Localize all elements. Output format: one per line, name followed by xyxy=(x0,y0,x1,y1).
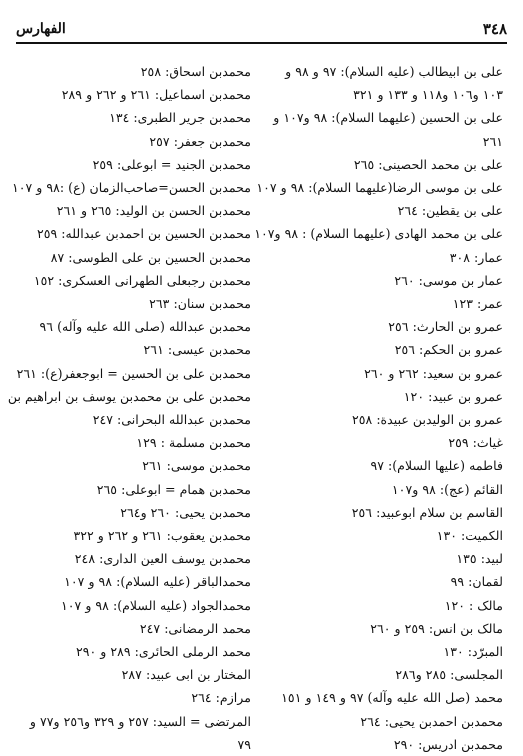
page-header xyxy=(16,18,507,40)
index-entry: فاطمه (علیها السلام): ٩٧ xyxy=(370,458,503,474)
index-entry: محمدبن عیسی: ٢٦١ xyxy=(143,342,251,358)
index-column-right xyxy=(254,60,503,756)
index-entry: محمدبن یوسف العین الداری: ٢٤٨ xyxy=(74,551,251,567)
index-entry: عمرو بن الولیدبن عبیدة: ٢٥٨ xyxy=(352,412,503,428)
index-entry: محمدبن همام = ابوعلی: ٢٦٥ xyxy=(96,481,251,497)
index-entry: القاسم بن سلام ابوعبید: ٢٥٦ xyxy=(351,504,503,520)
index-entry: محمدبن الحسین بن احمدبن عبدالله: ٢٥٩ xyxy=(36,226,251,242)
index-entry: علی بن محمد الحصینی: ٢٦٥ xyxy=(353,156,503,172)
index-entry: لقمان: ٩٩ xyxy=(450,574,503,590)
index-entry: محمدبن جعفر: ٢٥٧ xyxy=(149,133,251,149)
index-entry: عمرو بن الحارث: ٢٥٦ xyxy=(388,319,503,335)
index-entry: محمدبن یحیی: ٢٦٠ و٢٦٤ xyxy=(120,504,251,520)
index-entry: علی بن ابیطالب (علیه السلام): ٩٧ و ٩٨ و xyxy=(285,64,503,79)
index-entry: المجلسی: ٢٨٥ و٢٨٦ xyxy=(395,667,503,683)
index-entry: علی بن محمد الهادی (علیهما السلام) : ٩٨ و١٠٧ xyxy=(254,226,503,242)
index-entry: محمدبن علی بن الحسین = ابوجعفر(ع): ٢٦١ xyxy=(16,365,251,381)
index-entry: محمدبن الحسن بن الولید: ٢٦٥ و ٢٦١ xyxy=(56,203,251,219)
index-entry: محمد (صل الله علیه وآله) ٩٧ و ١٤٩ و ١٥١ xyxy=(281,690,503,706)
index-entry: محمدالجواد (علیه السلام): ٩٨ و ١٠٧ xyxy=(61,597,251,613)
index-entry: محمدبن اسماعیل: ٢٦١ و ٢٦٢ و ٢٨٩ xyxy=(61,87,251,103)
index-entry: محمدبن علی بن محمدبن یوسف بن ابراهیم بن xyxy=(7,388,251,404)
index-entry: محمدبن یعقوب: ٢٦١ و ٢٦٢ و ٣٢٢ xyxy=(73,528,251,544)
index-entry: القائم (عج): ٩٨ و١٠٧ xyxy=(391,481,503,497)
index-entry: مالک بن انس: ٢٥٩ و ٢٦٠ xyxy=(370,620,503,636)
index-entry: عمر: ١٢٣ xyxy=(452,296,503,312)
index-entry: ٢٦١ xyxy=(482,133,503,149)
index-entry: علی بن موسی الرضا(علیهما السلام): ٩٨ و ١٠٧ xyxy=(256,180,503,196)
index-entry: محمدبن رجبعلی الطهرانی العسکری: ١٥٢ xyxy=(33,272,251,288)
index-entry: غیاث: ٢٥٩ xyxy=(448,435,503,451)
index-entry: مالک : ١٢٠ xyxy=(444,597,503,613)
index-entry: ٧٩ xyxy=(237,736,251,752)
index-entry: عمرو بن سعید: ٢٦٢ و ٢٦٠ xyxy=(364,365,503,381)
index-entry: المبرّد: ١٣٠ xyxy=(443,644,503,660)
index-entry: محمدبن الحسین بن علی الطوسی: ٨٧ xyxy=(50,249,251,265)
header-rule xyxy=(16,42,507,44)
index-entry: محمدبن اسحاق: ٢٥٨ xyxy=(140,64,251,79)
index-entry: محمدبن عبدالله (صلی الله علیه وآله) ٩٦ xyxy=(39,319,251,335)
index-entry: محمدبن مسلمة : ١٢٩ xyxy=(136,435,251,451)
running-title: الفهارس xyxy=(16,21,66,37)
index-entry: لبید: ١٣٥ xyxy=(456,551,503,567)
index-entry: محمدالباقر (علیه السلام): ٩٨ و ١٠٧ xyxy=(64,574,251,590)
index-entry: عمرو بن عبید: ١٢٠ xyxy=(403,388,503,404)
index-entry: محمدبن عبدالله البحرانی: ٢٤٧ xyxy=(92,412,251,428)
index-entry: عمرو بن الحکم: ٢٥٦ xyxy=(394,342,503,358)
index-column-left xyxy=(5,60,251,756)
index-entry: الکمیت: ١٣٠ xyxy=(436,528,503,544)
index-entry: محمدبن الحسن=صاحب‌الزمان (ع) :٩٨ و ١٠٧ xyxy=(11,180,251,196)
index-entry: عمار بن موسی: ٢٦٠ xyxy=(394,272,503,288)
index-entry: محمدبن سنان: ٢٦٣ xyxy=(149,296,251,312)
index-entry: محمد الرملی الحائری: ٢٨٩ و ٢٩٠ xyxy=(75,644,251,660)
index-entry: محمدبن جریر الطبری: ١٣٤ xyxy=(109,110,251,126)
index-entry: علی بن یقطین: ٢٦٤ xyxy=(397,203,503,219)
index-entry: علی بن الحسین (علیهما السلام): ٩٨ و١٠٧ و xyxy=(273,110,503,126)
index-entry: المختار بن ابی عبید: ٢٨٧ xyxy=(121,667,251,683)
index-entry: ١٠٣ و١٠٦ و١١٨ و ١٣٣ و ٣٢١ xyxy=(353,87,503,103)
index-entry: محمدبن ادریس: ٢٩٠ xyxy=(393,736,503,752)
index-entry: محمدبن الجنید = ابوعلی: ٢٥٩ xyxy=(92,156,251,172)
index-entry: مرازم: ٢٦٤ xyxy=(191,690,251,706)
index-entry: عمار: ٣٠٨ xyxy=(449,249,503,265)
index-entry: محمد الرمضانی: ٢٤٧ xyxy=(139,620,251,636)
index-entry: محمدبن احمدبن یحیی: ٢٦٤ xyxy=(360,713,503,729)
page-number: ٣٤٨ xyxy=(482,20,507,38)
index-entry: المرتضی = السید: ٢٥٧ و ٣٢٩ و٢٥٦ و٧٧ و xyxy=(29,713,251,729)
index-entry: محمدبن موسی: ٢٦١ xyxy=(142,458,251,474)
